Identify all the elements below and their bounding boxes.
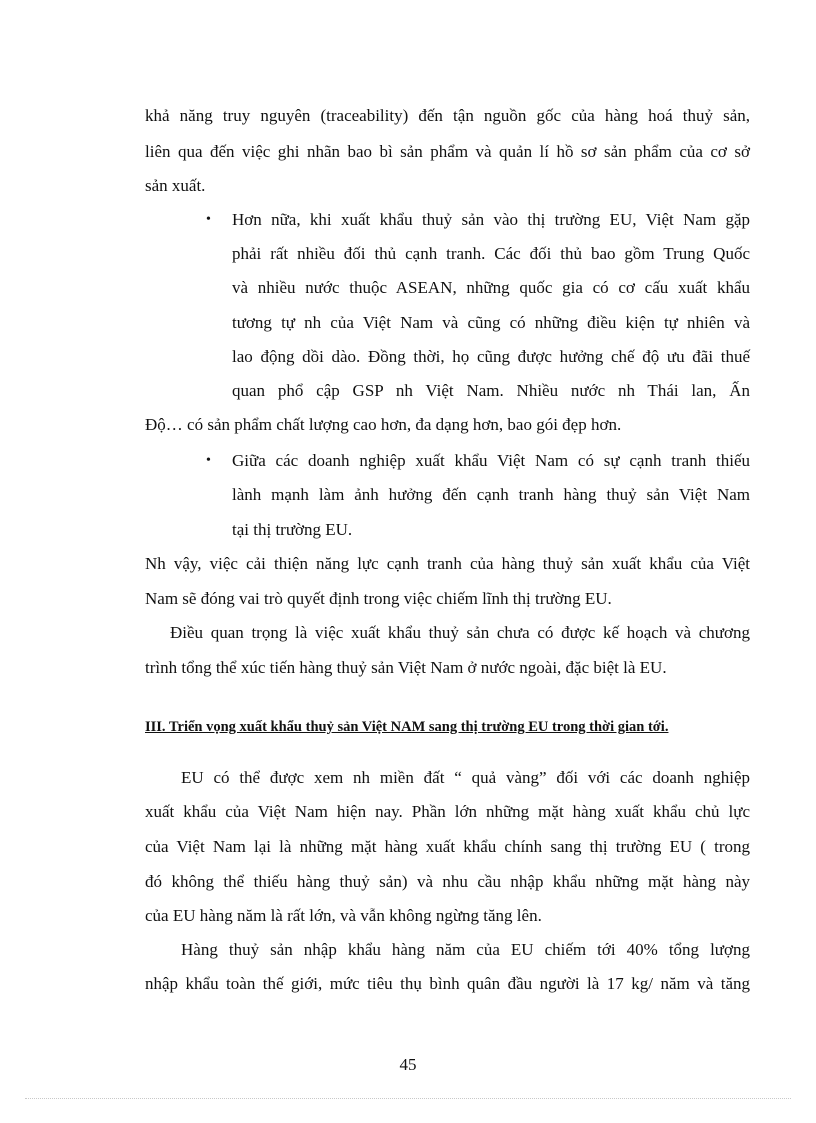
bullet-1-line-4: tương tự nh của Việt Nam và cũng có những điều kiện tự nhiên và: [232, 313, 750, 332]
bullet-1-line-2: phải rất nhiều đối thủ cạnh tranh. Các đối thủ bao gồm Trung Quốc: [232, 244, 750, 263]
golden-land-line-3: của Việt Nam lại là những mặt hàng xuất khẩu chính sang thị trường EU ( trong: [145, 837, 750, 856]
competitiveness-line-2: Nam sẽ đóng vai trò quyết định trong việc chiếm lĩnh thị trường EU.: [145, 589, 612, 608]
intro-line-2: liên qua đến việc ghi nhãn bao bì sản phẩm và quản lí hồ sơ sản phẩm của cơ sở: [145, 142, 750, 161]
bullet-marker-1: •: [206, 212, 211, 227]
intro-line-3: sản xuất.: [145, 176, 206, 195]
bullet-2-line-3: tại thị trường EU.: [232, 520, 353, 539]
imports-line-1: Hàng thuỷ sản nhập khẩu hàng năm của EU chiếm tới 40% tổng lượng: [181, 940, 750, 959]
golden-land-line-2: xuất khẩu của Việt Nam hiện nay. Phần lớn những mặt hàng xuất khẩu chủ lực: [145, 802, 750, 821]
bullet-1-tail-line: Độ… có sản phẩm chất lượng cao hơn, đa dạng hơn, bao gói đẹp hơn.: [145, 415, 622, 434]
golden-land-line-5: của EU hàng năm là rất lớn, và vẫn không ngừng tăng lên.: [145, 906, 542, 925]
promotion-line-1: Điều quan trọng là việc xuất khẩu thuỷ sản chưa có được kế hoạch và chương: [170, 623, 750, 642]
promotion-line-2: trình tổng thể xúc tiến hàng thuỷ sản Việt Nam ở nước ngoài, đặc biệt là EU.: [145, 658, 667, 677]
imports-line-2: nhập khẩu toàn thế giới, mức tiêu thụ bình quân đầu người là 17 kg/ năm và tăng: [145, 974, 750, 993]
bullet-2-line-2: lành mạnh làm ảnh hưởng đến cạnh tranh hàng thuỷ sản Việt Nam: [232, 485, 750, 504]
golden-land-line-1: EU có thể được xem nh miền đất “ quả vàng” đối với các doanh nghiệp: [181, 768, 750, 787]
section-heading: III. Triển vọng xuất khẩu thuỷ sản Việt NAM sang thị trường EU trong thời gian tới.: [145, 719, 669, 735]
bullet-marker-2: •: [206, 453, 211, 468]
footer-divider: [25, 1098, 791, 1099]
bullet-1-line-5: lao động dồi dào. Đồng thời, họ cũng được hưởng chế độ ưu đãi thuế: [232, 347, 750, 366]
golden-land-line-4: đó không thể thiếu hàng thuỷ sản) và nhu cầu nhập khẩu những mặt hàng này: [145, 872, 750, 891]
page-number: 45: [399, 1055, 417, 1074]
bullet-1-line-6: quan phổ cập GSP nh Việt Nam. Nhiều nước nh Thái lan, Ấn: [232, 381, 750, 400]
intro-line-1: khả năng truy nguyên (traceability) đến tận nguồn gốc của hàng hoá thuỷ sản,: [145, 106, 750, 125]
bullet-1-line-3: và nhiều nước thuộc ASEAN, những quốc gia có cơ cấu xuất khẩu: [232, 278, 750, 297]
bullet-1-line-1: Hơn nữa, khi xuất khẩu thuỷ sản vào thị trường EU, Việt Nam gặp: [232, 210, 750, 229]
competitiveness-line-1: Nh vậy, việc cải thiện năng lực cạnh tranh của hàng thuỷ sản xuất khẩu của Việt: [145, 554, 750, 573]
bullet-2-line-1: Giữa các doanh nghiệp xuất khẩu Việt Nam có sự cạnh tranh thiếu: [232, 451, 750, 470]
